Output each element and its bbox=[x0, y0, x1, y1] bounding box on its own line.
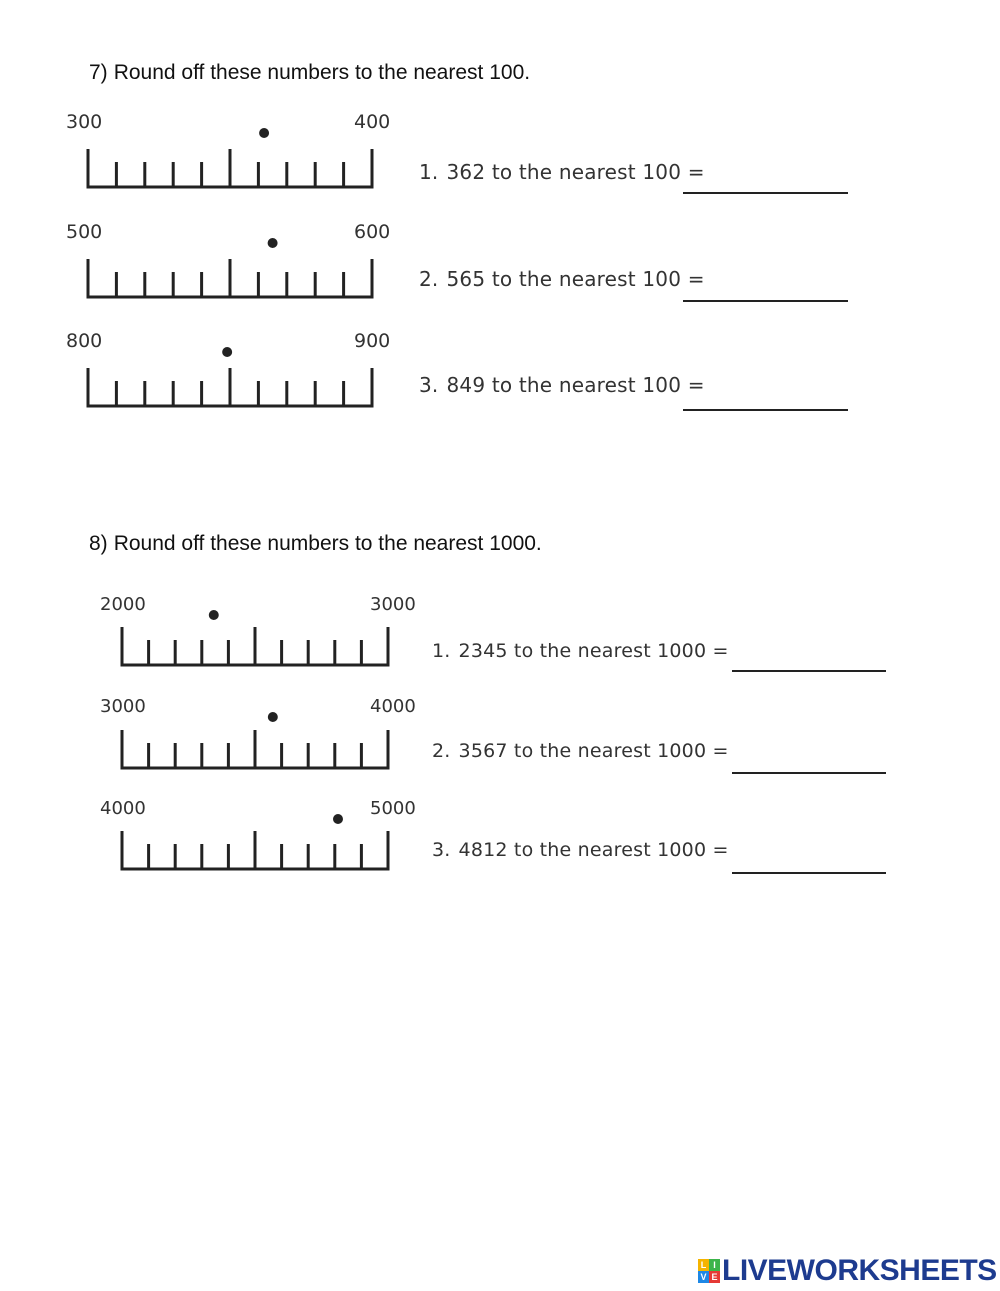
value-marker bbox=[222, 347, 232, 357]
mark-letter: I bbox=[709, 1259, 720, 1271]
answer-blank-8-2[interactable] bbox=[732, 772, 886, 774]
section-8-heading bbox=[89, 532, 542, 556]
end-label: 4000 bbox=[370, 696, 416, 717]
answer-blank-8-3[interactable] bbox=[732, 872, 886, 874]
start-label: 300 bbox=[66, 111, 103, 133]
section-title: Round off these numbers to the nearest 1000. bbox=[113, 532, 542, 555]
mark-letter: E bbox=[709, 1271, 720, 1283]
number-line-7-3 bbox=[58, 321, 412, 416]
question-8-1 bbox=[432, 640, 729, 662]
start-label: 2000 bbox=[100, 594, 146, 615]
start-label: 3000 bbox=[100, 696, 146, 717]
question-index: 1. bbox=[419, 160, 439, 184]
value-marker bbox=[333, 814, 343, 824]
question-index: 3. bbox=[432, 839, 451, 861]
question-7-3 bbox=[419, 373, 705, 397]
section-number: 8) bbox=[89, 532, 108, 555]
section-number: 7) bbox=[89, 61, 108, 84]
question-index: 2. bbox=[419, 267, 439, 291]
question-index: 1. bbox=[432, 640, 451, 662]
question-8-3 bbox=[432, 839, 729, 861]
end-label: 3000 bbox=[370, 594, 416, 615]
mark-letter: V bbox=[698, 1271, 709, 1283]
question-text: 2345 to the nearest 1000 = bbox=[458, 640, 729, 662]
end-label: 900 bbox=[354, 330, 391, 352]
mark-letter: L bbox=[698, 1259, 709, 1271]
question-7-1 bbox=[419, 160, 705, 184]
end-label: 5000 bbox=[370, 798, 416, 819]
value-marker bbox=[259, 128, 269, 138]
start-label: 800 bbox=[66, 330, 103, 352]
question-text: 4812 to the nearest 1000 = bbox=[458, 839, 729, 861]
liveworksheets-logo bbox=[698, 1253, 997, 1289]
answer-blank-8-1[interactable] bbox=[732, 670, 886, 672]
value-marker bbox=[268, 712, 278, 722]
answer-blank-7-1[interactable] bbox=[683, 192, 848, 194]
value-marker bbox=[209, 610, 219, 620]
answer-blank-7-3[interactable] bbox=[683, 409, 848, 411]
end-label: 600 bbox=[354, 221, 391, 243]
end-label: 400 bbox=[354, 111, 391, 133]
question-text: 565 to the nearest 100 = bbox=[446, 267, 705, 291]
question-text: 362 to the nearest 100 = bbox=[446, 160, 705, 184]
question-7-2 bbox=[419, 267, 705, 291]
start-label: 4000 bbox=[100, 798, 146, 819]
number-line-8-2 bbox=[92, 686, 428, 778]
question-index: 2. bbox=[432, 740, 451, 762]
section-title: Round off these numbers to the nearest 100. bbox=[113, 61, 531, 84]
question-text: 849 to the nearest 100 = bbox=[446, 373, 705, 397]
question-8-2 bbox=[432, 740, 729, 762]
brand-name: LIVEWORKSHEETS bbox=[722, 1254, 997, 1287]
value-marker bbox=[268, 238, 278, 248]
number-line-8-1 bbox=[92, 584, 428, 675]
question-index: 3. bbox=[419, 373, 439, 397]
number-line-8-3 bbox=[92, 788, 428, 879]
section-7-heading bbox=[89, 61, 530, 85]
liveworksheets-mark-icon bbox=[698, 1259, 720, 1283]
answer-blank-7-2[interactable] bbox=[683, 300, 848, 302]
number-line-7-2 bbox=[58, 212, 412, 307]
start-label: 500 bbox=[66, 221, 103, 243]
question-text: 3567 to the nearest 1000 = bbox=[458, 740, 729, 762]
number-line-7-1 bbox=[58, 102, 412, 197]
